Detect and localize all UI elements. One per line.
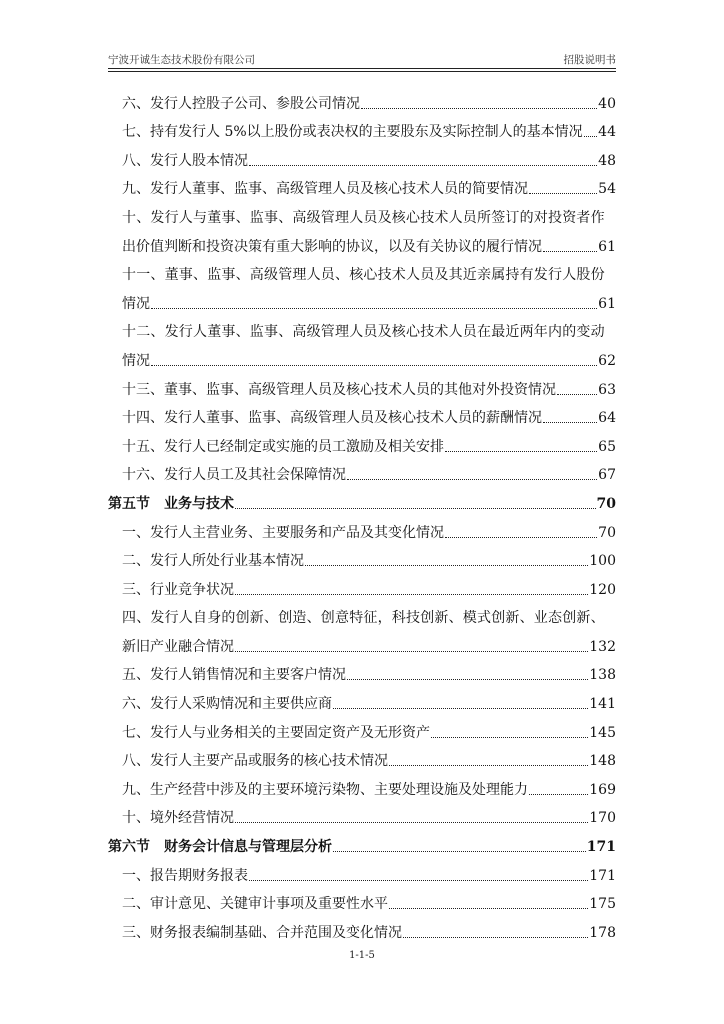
toc-dot-leader [333, 708, 588, 709]
toc-entry-title: 三、行业竞争状况 [122, 581, 234, 598]
toc-dot-leader [347, 479, 597, 480]
toc-dot-leader [151, 308, 597, 309]
toc-page-number: 175 [589, 896, 616, 913]
toc-page-number: 100 [589, 553, 616, 570]
toc-entry-title: 三、财务报表编制基础、合并范围及变化情况 [122, 924, 402, 941]
toc-entry-row[interactable] [108, 456, 616, 485]
toc-dot-leader [361, 108, 597, 109]
toc-dot-leader [333, 851, 586, 852]
toc-page-number: 61 [598, 295, 616, 312]
toc-entry-row[interactable] [108, 513, 616, 542]
toc-dot-leader [249, 880, 588, 881]
page-header [108, 48, 616, 68]
toc-page-number: 148 [589, 753, 616, 770]
toc-entry-row[interactable] [108, 599, 616, 628]
toc-entry-row[interactable] [108, 684, 616, 713]
header-rule-thin [108, 71, 616, 72]
document-type: 招股说明书 [563, 54, 616, 66]
page-number: 1-1-5 [349, 950, 375, 961]
toc-page-number: 48 [598, 152, 616, 169]
toc-page-number: 63 [598, 381, 616, 398]
toc-entry-row[interactable] [108, 227, 616, 256]
toc-dot-leader [235, 594, 588, 595]
toc-dot-leader [445, 451, 597, 452]
toc-entry-title: 十五、发行人已经制定或实施的员工激励及相关安排 [122, 438, 444, 455]
toc-entry-row[interactable] [108, 799, 616, 828]
toc-entry-row[interactable] [108, 313, 616, 342]
toc-dot-leader [305, 565, 588, 566]
toc-dot-leader [389, 765, 588, 766]
toc-dot-leader [403, 937, 588, 938]
toc-dot-leader [235, 822, 588, 823]
toc-entry-title: 出价值判断和投资决策有重大影响的协议，以及有关协议的履行情况 [122, 238, 542, 255]
toc-entry-title: 二、发行人所处行业基本情况 [122, 553, 304, 570]
toc-entry-row[interactable] [108, 656, 616, 685]
toc-entry-row[interactable] [108, 198, 616, 227]
toc-page-number: 44 [598, 124, 616, 141]
toc-entry-title: 十三、董事、监事、高级管理人员及核心技术人员的其他对外投资情况 [122, 381, 556, 398]
toc-page-number: 120 [589, 581, 616, 598]
toc-dot-leader [445, 537, 597, 538]
toc-page-number: 65 [598, 438, 616, 455]
toc-entry-title: 九、生产经营中涉及的主要环境污染物、主要处理设施及处理能力 [122, 781, 528, 798]
toc-page-number: 70 [596, 495, 616, 512]
toc-entry-title: 十一、董事、监事、高级管理人员、核心技术人员及其近亲属持有发行人股份 [122, 267, 605, 284]
toc-page-number: 67 [598, 467, 616, 484]
toc-entry-title: 情况 [122, 352, 150, 369]
header-rule-thick [108, 68, 616, 69]
toc-page-number: 171 [586, 839, 616, 856]
toc-entry-row[interactable] [108, 770, 616, 799]
toc-page-number: 64 [598, 410, 616, 427]
toc-entry-row[interactable] [108, 399, 616, 428]
toc-entry-title: 七、持有发行人 5%以上股份或表决权的主要股东及实际控制人的基本情况 [122, 124, 583, 141]
toc-dot-leader [151, 365, 597, 366]
toc-entry-title: 十、境外经营情况 [122, 810, 234, 827]
toc-page-number: 178 [589, 924, 616, 941]
table-of-contents [108, 84, 616, 942]
toc-entry-title: 六、发行人采购情况和主要供应商 [122, 696, 332, 713]
toc-entry-row[interactable] [108, 542, 616, 571]
toc-entry-title: 二、审计意见、关键审计事项及重要性水平 [122, 896, 388, 913]
toc-page-number: 171 [589, 867, 616, 884]
toc-entry-row[interactable] [108, 742, 616, 771]
toc-page-number: 132 [589, 638, 616, 655]
toc-dot-leader [249, 165, 597, 166]
toc-entry-title: 一、发行人主营业务、主要服务和产品及其变化情况 [122, 524, 444, 541]
toc-page-number: 40 [598, 95, 616, 112]
toc-entry-title: 五、发行人销售情况和主要客户情况 [122, 667, 346, 684]
toc-dot-leader [529, 193, 597, 194]
toc-entry-title: 财务会计信息与管理层分析 [164, 839, 332, 856]
toc-page-number: 70 [598, 524, 616, 541]
toc-dot-leader [557, 394, 597, 395]
toc-entry-title: 情况 [122, 295, 150, 312]
toc-entry-row[interactable] [108, 913, 616, 942]
toc-entry-row[interactable] [108, 856, 616, 885]
toc-entry-title: 十四、发行人董事、监事、高级管理人员及核心技术人员的薪酬情况 [122, 410, 542, 427]
toc-dot-leader [389, 908, 588, 909]
toc-entry-title: 六、发行人控股子公司、参股公司情况 [122, 95, 360, 112]
toc-entry-row[interactable] [108, 84, 616, 113]
toc-entry-row[interactable] [108, 713, 616, 742]
toc-entry-row[interactable] [108, 627, 616, 656]
toc-entry-title: 十二、发行人董事、监事、高级管理人员及核心技术人员在最近两年内的变动 [122, 324, 605, 341]
toc-entry-title: 新旧产业融合情况 [122, 638, 234, 655]
toc-dot-leader [529, 794, 588, 795]
toc-entry-title: 九、发行人董事、监事、高级管理人员及核心技术人员的简要情况 [122, 181, 528, 198]
toc-dot-leader [431, 737, 588, 738]
toc-page-number: 145 [589, 724, 616, 741]
toc-entry-row[interactable] [108, 113, 616, 142]
toc-entry-row[interactable] [108, 885, 616, 914]
toc-dot-leader [235, 651, 588, 652]
toc-entry-title: 八、发行人股本情况 [122, 152, 248, 169]
toc-section-number: 第五节 [108, 495, 150, 512]
toc-page-number: 61 [598, 238, 616, 255]
toc-dot-leader [235, 508, 596, 509]
toc-page-number: 169 [589, 781, 616, 798]
toc-entry-title: 八、发行人主要产品或服务的核心技术情况 [122, 753, 388, 770]
toc-dot-leader [347, 679, 588, 680]
toc-page-number: 54 [598, 181, 616, 198]
toc-entry-title: 十、发行人与董事、监事、高级管理人员及核心技术人员所签订的对投资者作 [122, 209, 605, 226]
toc-entry-row[interactable] [108, 170, 616, 199]
toc-entry-title: 业务与技术 [164, 495, 234, 512]
toc-page-number: 62 [598, 352, 616, 369]
toc-entry-title: 十六、发行人员工及其社会保障情况 [122, 467, 346, 484]
toc-entry-row[interactable] [108, 141, 616, 170]
toc-entry-row[interactable] [108, 284, 616, 313]
toc-entry-row[interactable] [108, 256, 616, 285]
toc-entry-title: 一、报告期财务报表 [122, 867, 248, 884]
toc-section-row[interactable] [108, 827, 616, 856]
toc-entry-row[interactable] [108, 427, 616, 456]
toc-page-number: 141 [589, 696, 616, 713]
company-name: 宁波开诚生态技术股份有限公司 [108, 54, 255, 66]
toc-entry-row[interactable] [108, 570, 616, 599]
toc-dot-leader [543, 422, 597, 423]
toc-entry-title: 七、发行人与业务相关的主要固定资产及无形资产 [122, 724, 430, 741]
toc-section-number: 第六节 [108, 839, 150, 856]
toc-dot-leader [584, 136, 598, 137]
toc-entry-title: 四、发行人自身的创新、创造、创意特征，科技创新、模式创新、业态创新、 [122, 610, 605, 627]
toc-page-number: 138 [589, 667, 616, 684]
toc-page-number: 170 [589, 810, 616, 827]
toc-entry-row[interactable] [108, 341, 616, 370]
toc-dot-leader [543, 251, 597, 252]
toc-section-row[interactable] [108, 484, 616, 513]
toc-entry-row[interactable] [108, 370, 616, 399]
